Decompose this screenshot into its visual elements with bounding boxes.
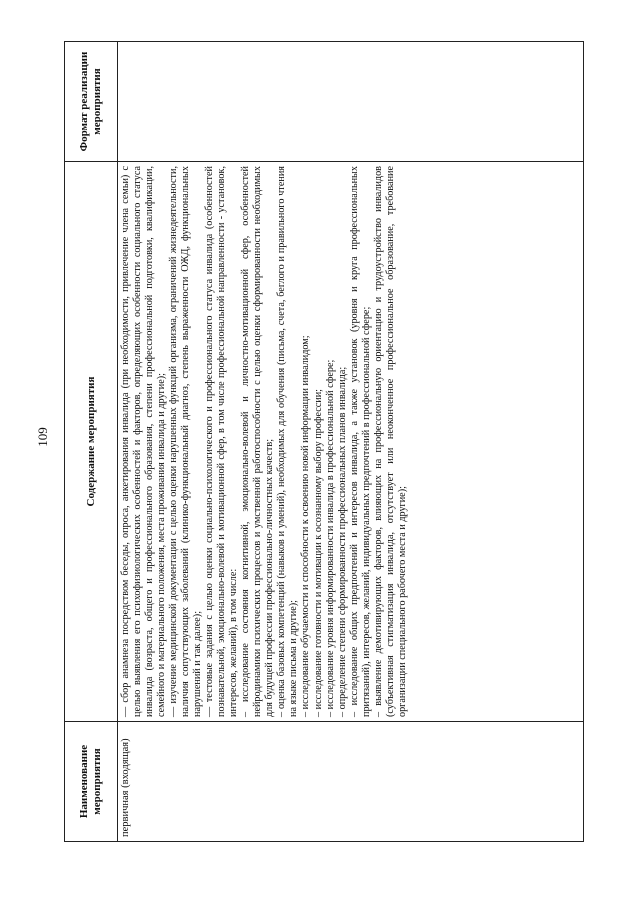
content-paragraph: – исследование обучаемости и способности к освоению новой информации инвалидом; (300, 335, 312, 717)
rotated-page (64, 42, 584, 842)
content-paragraph: — сбор анамнеза посредством беседы, опроса, анкетирования инвалида (при необходимости, привлечение члена семьи) с целью выявления его психофизиологических особенностей и факторов, определяющих особенности социального статуса инвалида (возраста, общего и профессионального образования, степени профессиональной подготовки, квалификации, семейного и материального положения, места проживания инвалида и другие); (120, 166, 168, 717)
content-paragraph: — изучение медицинской документации с целью оценки нарушенных функций организма, ограничений жизнедеятельности, наличия сопутствующих заболеваний (клинико-функциональный диагноз, степень выраженности ОЖД, функциональных нарушений и так далее); (168, 166, 204, 717)
content-paragraph: – исследование уровня информированности инвалида в профессиональной сфере; (324, 359, 336, 717)
activities-table (64, 41, 584, 842)
content-paragraph: – исследование состояния когнитивной, эмоционально-волевой и личностно-мотивационной сфер, особенностей нейродинамики психических процессов и умственной работоспособности с целью оценки сформированности необходимых для будущей профессии профессионально-личностных качеств; (240, 166, 276, 717)
content-paragraph: – выявление демотивирующих факторов, влияющих на профессиональную ориентацию и трудоустройство инвалидов (субъективная стигматизация инвалида, отсутствует или неоконченное профессиональное образование, требование организации специального рабочего места и другие); (372, 166, 408, 717)
header-format: Формат реализации мероприятия (65, 42, 118, 162)
header-content: Содержание мероприятия (65, 162, 118, 722)
row-name-cell: первичная (входящая) (118, 722, 584, 842)
content-paragraph: — тестовые задания с целью оценки социально-психологического и профессионального статуса инвалида (особенностей познавательной, эмоционально-волевой и мотивационной сфер, в том числе профессиональной направленности - установок, интересов, желаний), в том числе: (204, 166, 240, 717)
content-paragraph: – исследование общих предпочтений и интересов инвалида, а также установок (уровня и круга профессиональных притязаний), интересов, желаний, индивидуальных предпочтений в профессиональной сфере; (348, 166, 372, 717)
content-paragraph: – определение степени сформированности профессиональных планов инвалида; (336, 366, 348, 717)
row-format-cell (118, 42, 584, 162)
header-name: Наименование мероприятия (65, 722, 118, 842)
table-row (118, 42, 584, 842)
row-content-cell (118, 162, 584, 722)
table-header-row (65, 42, 118, 842)
content-paragraph: – оценка базовых компетенций (навыков и умений), необходимых для обучения (письма, счета, беглого и правильного чтения на языке письма и другие); (276, 166, 300, 717)
content-paragraph: – исследование готовности и мотивации к осознанному выбору профессии; (312, 388, 324, 717)
page-number: 109 (35, 427, 50, 447)
